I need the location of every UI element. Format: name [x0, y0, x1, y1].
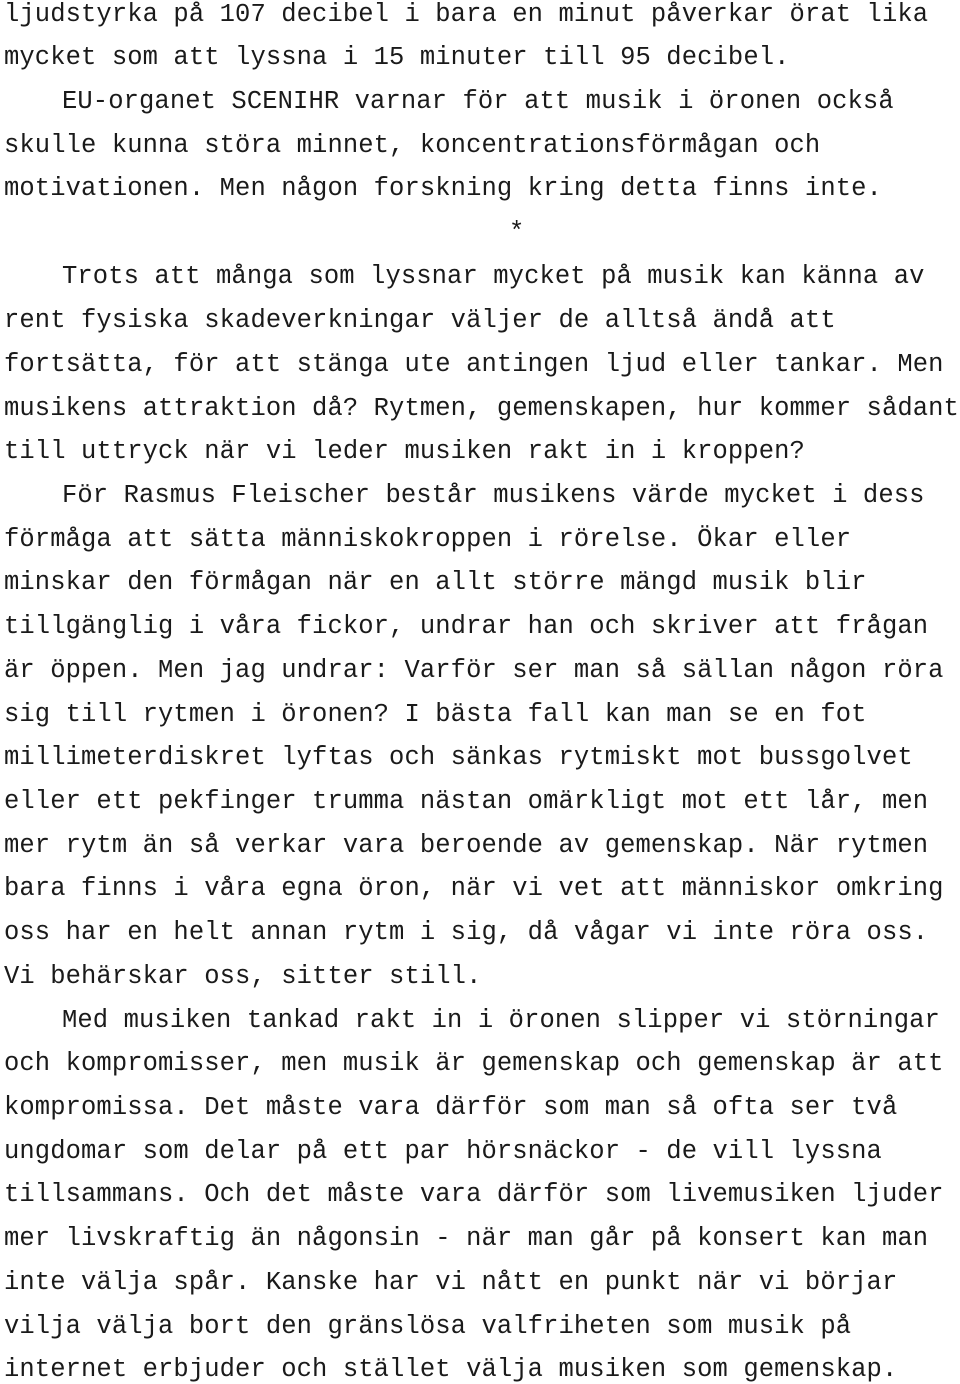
text-line: oss har en helt annan rytm i sig, då vågar vi inte röra oss. — [4, 918, 929, 947]
text-line: ljudstyrka på 107 decibel i bara en minut påverkar örat lika — [4, 0, 929, 29]
text-line: bara finns i våra egna öron, när vi vet att människor omkring — [4, 874, 944, 903]
text-line: För Rasmus Fleischer består musikens värde mycket i dess — [62, 481, 925, 510]
text-line: rent fysiska skadeverkningar väljer de alltså ändå att — [4, 306, 836, 335]
text-line: Trots att många som lyssnar mycket på musik kan känna av — [62, 262, 925, 291]
text-line: tillsammans. Och det måste vara därför som livemusiken ljuder — [4, 1180, 944, 1209]
text-line: Vi behärskar oss, sitter still. — [4, 962, 482, 991]
section-separator: * — [509, 218, 525, 247]
text-line: motivationen. Men någon forskning kring detta finns inte. — [4, 174, 882, 203]
text-line: EU-organet SCENIHR varnar för att musik i öronen också — [62, 87, 894, 116]
text-line: förmåga att sätta människokroppen i rörelse. Ökar eller — [4, 525, 852, 554]
text-line: Med musiken tankad rakt in i öronen slipper vi störningar — [62, 1006, 940, 1035]
text-line: tillgänglig i våra fickor, undrar han och skriver att frågan — [4, 612, 929, 641]
text-line: inte välja spår. Kanske har vi nått en punkt när vi börjar — [4, 1268, 898, 1297]
text-line: skulle kunna störa minnet, koncentrationsförmågan och — [4, 131, 821, 160]
text-line: till uttryck när vi leder musiken rakt in i kroppen? — [4, 437, 805, 466]
text-line: mer rytm än så verkar vara beroende av gemenskap. När rytmen — [4, 831, 929, 860]
text-line: sig till rytmen i öronen? I bästa fall kan man se en fot — [4, 700, 867, 729]
text-line: minskar den förmågan när en allt större mängd musik blir — [4, 568, 867, 597]
text-line: och kompromisser, men musik är gemenskap och gemenskap är att — [4, 1049, 944, 1078]
text-line: kompromissa. Det måste vara därför som man så ofta ser två — [4, 1093, 898, 1122]
text-line: mer livskraftig än någonsin - när man går på konsert kan man — [4, 1224, 929, 1253]
text-line: mycket som att lyssna i 15 minuter till 95 decibel. — [4, 43, 790, 72]
text-line: ungdomar som delar på ett par hörsnäckor - de vill lyssna — [4, 1137, 882, 1166]
text-line: musikens attraktion då? Rytmen, gemenskapen, hur kommer sådant — [4, 394, 959, 423]
text-line: vilja välja bort den gränslösa valfriheten som musik på — [4, 1312, 852, 1341]
text-line: eller ett pekfinger trumma nästan omärkligt mot ett lår, men — [4, 787, 929, 816]
text-line: millimeterdiskret lyftas och sänkas rytmiskt mot bussgolvet — [4, 743, 913, 772]
text-line: är öppen. Men jag undrar: Varför ser man så sällan någon röra — [4, 656, 944, 685]
text-line: fortsätta, för att stänga ute antingen ljud eller tankar. Men — [4, 350, 944, 379]
text-line: internet erbjuder och stället välja musiken som gemenskap. — [4, 1355, 898, 1384]
